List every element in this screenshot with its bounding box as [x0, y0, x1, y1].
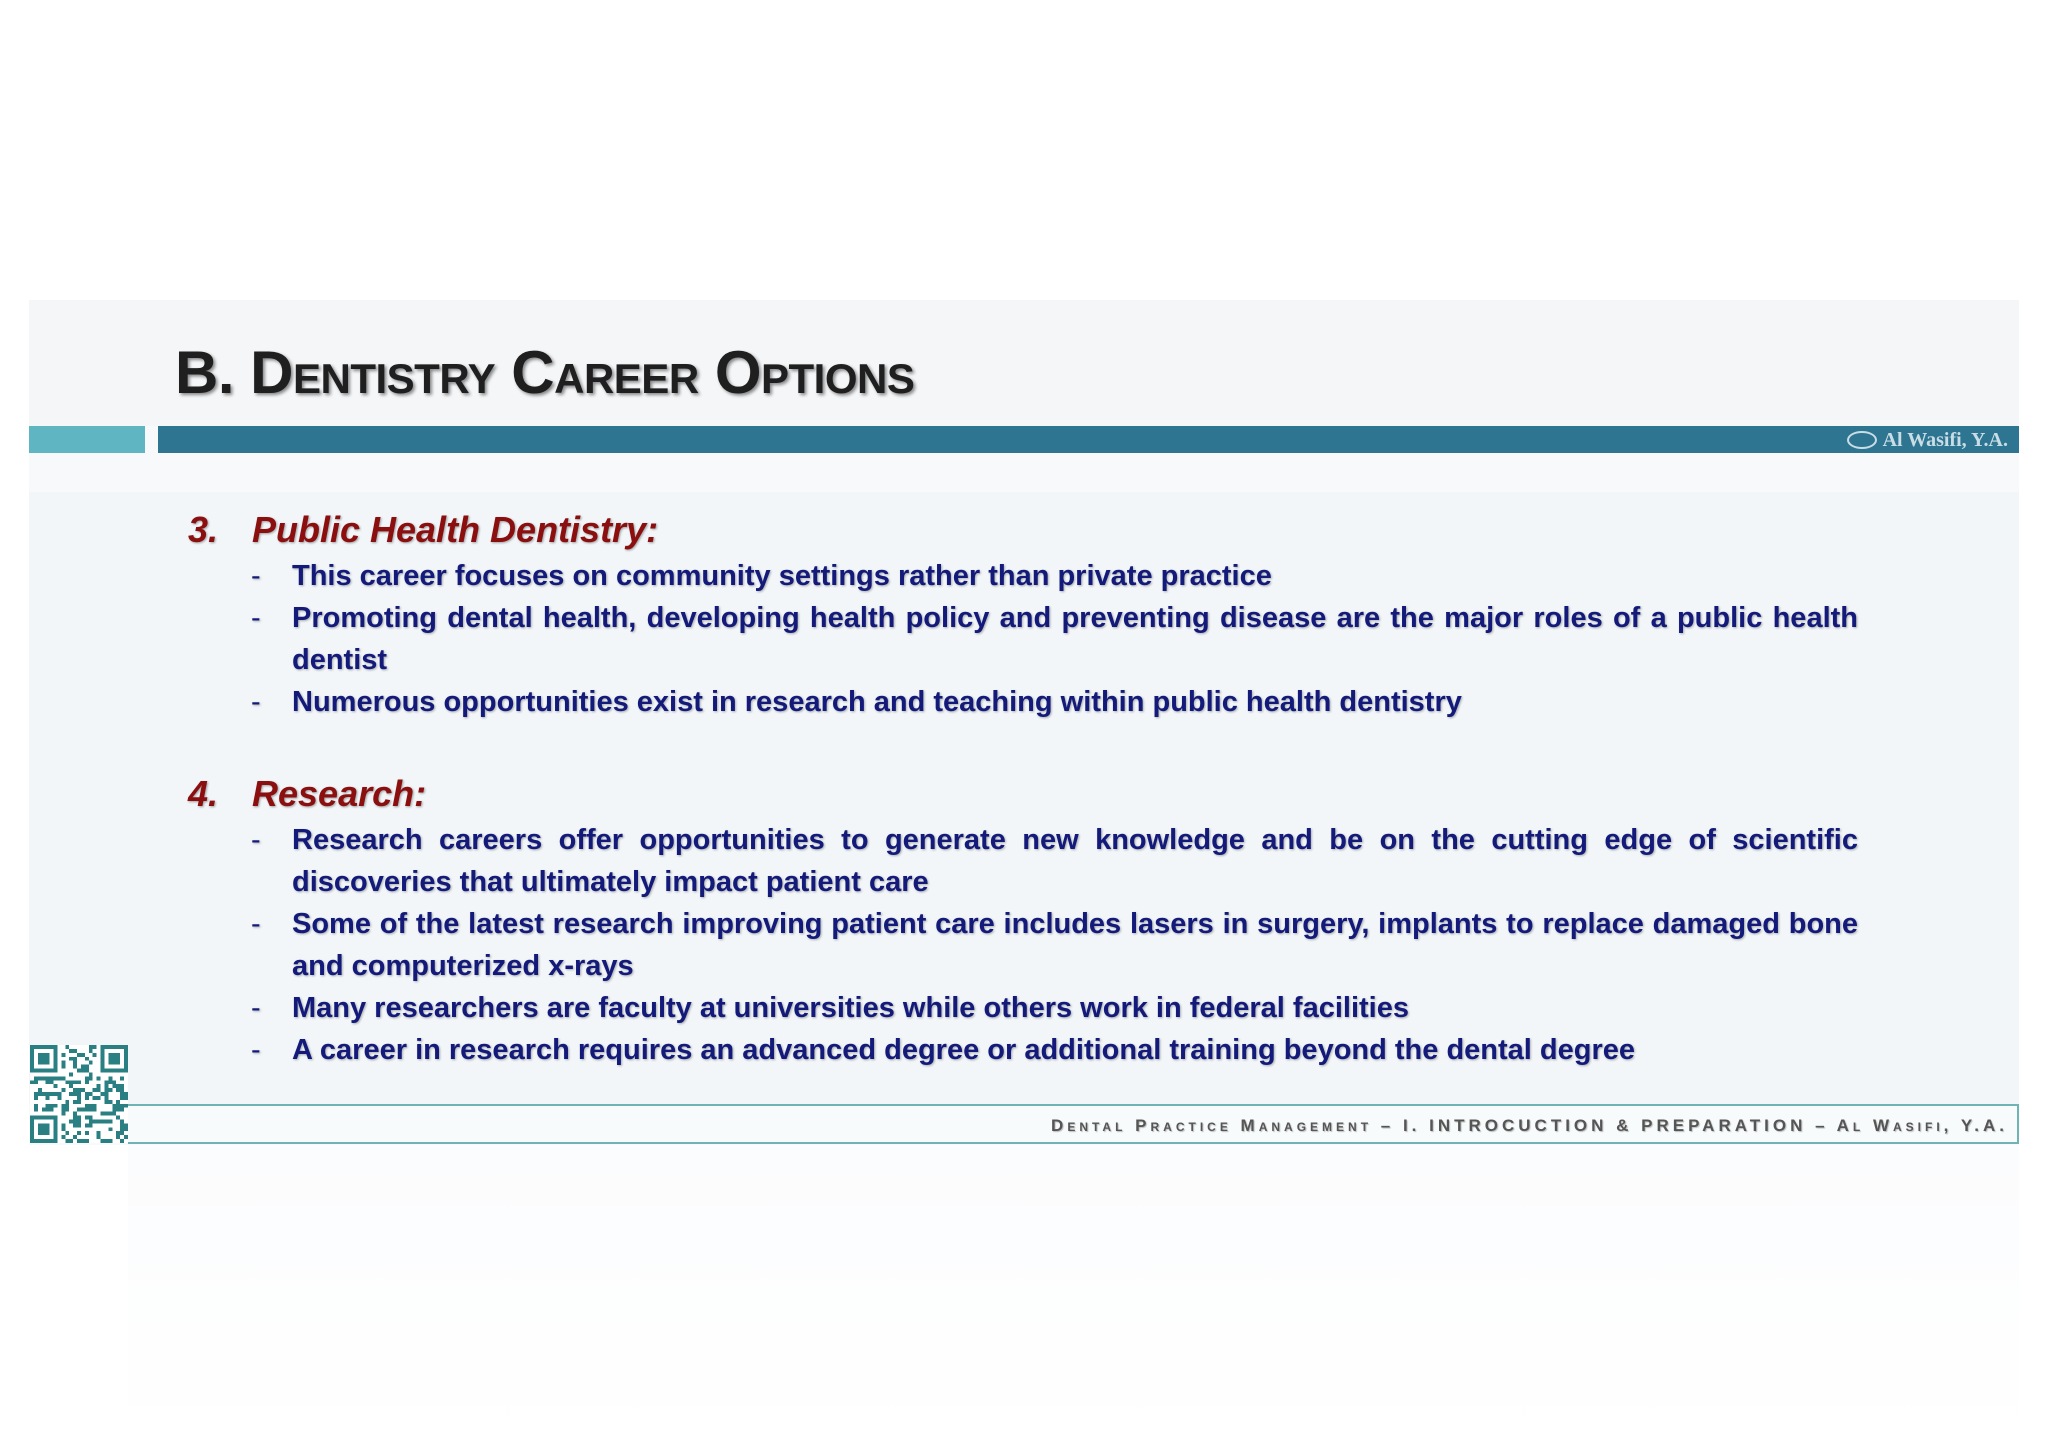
bullet-marker: -	[251, 908, 261, 940]
list-item	[188, 555, 1858, 597]
section-heading	[188, 769, 1858, 819]
list-item	[188, 681, 1858, 723]
slide-title: B. Dentistry Career Options	[175, 339, 915, 406]
section-title: Research:	[252, 773, 427, 814]
bullet-text: Promoting dental health, developing health policy and preventing disease are the major roles of a public health dentist	[292, 602, 1858, 676]
qr-code-icon	[30, 1045, 128, 1143]
bullet-marker: -	[251, 560, 261, 592]
bullet-list	[188, 819, 1858, 1071]
watermark-text: Al Wasifi, Y.A.	[1882, 428, 2008, 451]
bullet-text: Some of the latest research improving patient care includes lasers in surgery, implants to replace damaged bone and computerized x-rays	[292, 908, 1858, 982]
seal-icon	[1847, 431, 1877, 449]
list-item	[188, 1029, 1858, 1071]
title-accent-bar-left	[29, 426, 145, 453]
bullet-text: This career focuses on community settings rather than private practice	[292, 560, 1272, 592]
bottom-area	[128, 1145, 2019, 1447]
bullet-text: A career in research requires an advanced degree or additional training beyond the dental degree	[292, 1034, 1636, 1066]
list-item	[188, 903, 1858, 987]
author-watermark	[1847, 428, 2008, 452]
list-item	[188, 597, 1858, 681]
bullet-list	[188, 555, 1858, 723]
bullet-marker: -	[251, 686, 261, 718]
section-heading	[188, 505, 1858, 555]
content-body	[188, 505, 1858, 1071]
section-number: 3.	[188, 509, 219, 550]
qr-code-graphic	[30, 1045, 128, 1143]
section-spacer	[188, 723, 1858, 769]
title-accent-bar	[158, 426, 2019, 453]
section-research	[188, 769, 1858, 1071]
bullet-marker: -	[251, 602, 261, 634]
section-public-health	[188, 505, 1858, 723]
list-item	[188, 987, 1858, 1029]
bullet-marker: -	[251, 824, 261, 856]
section-number: 4.	[188, 773, 219, 814]
bullet-text: Many researchers are faculty at universities while others work in federal facilities	[292, 992, 1409, 1024]
list-item	[188, 819, 1858, 903]
bullet-marker: -	[251, 992, 261, 1024]
bullet-marker: -	[251, 1034, 261, 1066]
bullet-text: Research careers offer opportunities to generate new knowledge and be on the cutting edge of scientific discoveries that ultimately impact patient care	[292, 824, 1858, 898]
bullet-text: Numerous opportunities exist in research and teaching within public health dentistry	[292, 686, 1462, 718]
footer-text: Dental Practice Management – I. INTROCUCTION & PREPARATION – Al Wasifi, Y.A.	[1051, 1116, 2008, 1135]
section-title: Public Health Dentistry:	[252, 509, 659, 550]
